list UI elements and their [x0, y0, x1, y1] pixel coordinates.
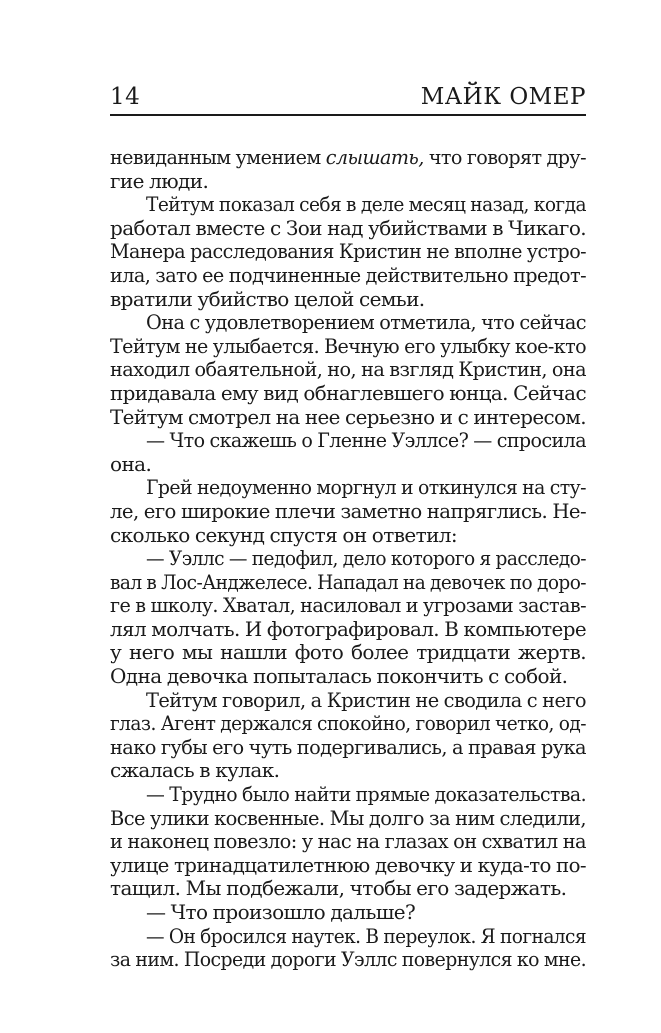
text-line: — Что скажешь о Гленне Уэллсе? — спросила [146, 429, 586, 453]
text-line: Тейтум говорил, а Кристин не сводила с него [146, 688, 586, 712]
text-line: вратили убийство целой семьи. [110, 287, 425, 311]
text-line: Все улики косвенные. Мы долго за ним следили, [110, 806, 586, 830]
text-line: работал вместе с Зои над убийствами в Чикаго. [110, 216, 586, 240]
text-line: придавала ему вид обнаглевшего юнца. Сейчас [110, 381, 586, 405]
text-line: за ним. Посреди дороги Уэллс повернулся ко мне. [110, 948, 586, 972]
text-line: находил обаятельной, но, на взгляд Кристин, она [110, 358, 586, 382]
page-number: 14 [110, 84, 141, 110]
running-head: МАЙК ОМЕР [420, 84, 586, 110]
text-line: — Трудно было найти прямые доказательства. [146, 783, 586, 807]
text-line [110, 146, 586, 170]
text-line: тащил. Мы подбежали, чтобы его задержать. [110, 877, 567, 901]
text-line: — Что произошло дальше? [146, 901, 416, 924]
text-line: гие люди. [110, 169, 209, 193]
text-segment: невиданным умением [110, 146, 326, 169]
text-line: — Он бросился наутек. В переулок. Я погнался [146, 924, 586, 948]
text-line: ле, его широкие плечи заметно напряглись. Не- [110, 499, 586, 523]
text-line: улице тринадцатилетнюю девочку и куда-то по- [110, 853, 586, 877]
text-line: Тейтум смотрел на нее серьезно и с интересом. [110, 405, 586, 429]
page-header [110, 82, 586, 116]
text-line: сжалась в кулак. [110, 759, 280, 783]
text-segment: что говорят дру- [423, 146, 586, 169]
text-line: вал в Лос-Анджелесе. Нападал на девочек по доро- [110, 570, 586, 594]
text-line: Грей недоуменно моргнул и откинулся на сту- [146, 476, 586, 500]
text-line: у него мы нашли фото более тридцати жертв. [110, 641, 586, 665]
text-line: — Уэллс — педофил, дело которого я расследо- [146, 547, 586, 571]
book-page-text [110, 146, 586, 972]
text-line: она. [110, 452, 152, 476]
text-line: Одна девочка попыталась покончить с собой. [110, 665, 568, 689]
text-line: Манера расследования Кристин не вполне устро- [110, 240, 586, 264]
text-line: нако губы его чуть подергивались, а правая рука [110, 735, 586, 759]
text-line: глаз. Агент держался спокойно, говорил четко, од- [110, 712, 586, 736]
text-line: Она с удовлетворением отметила, что сейчас [146, 311, 586, 335]
text-line: Тейтум показал себя в деле месяц назад, когда [146, 193, 586, 217]
text-line: и наконец повезло: у нас на глазах он схватил на [110, 830, 586, 854]
text-line: ге в школу. Хватал, насиловал и угрозами застав- [110, 594, 586, 618]
text-line: ила, зато ее подчиненные действительно предот- [110, 263, 586, 287]
text-line: сколько секунд спустя он ответил: [110, 523, 458, 547]
emphasized-word: слышать, [325, 146, 424, 169]
text-line: Тейтум не улыбается. Вечную его улыбку кое-кто [110, 334, 586, 358]
text-line: лял молчать. И фотографировал. В компьютере [110, 617, 586, 641]
